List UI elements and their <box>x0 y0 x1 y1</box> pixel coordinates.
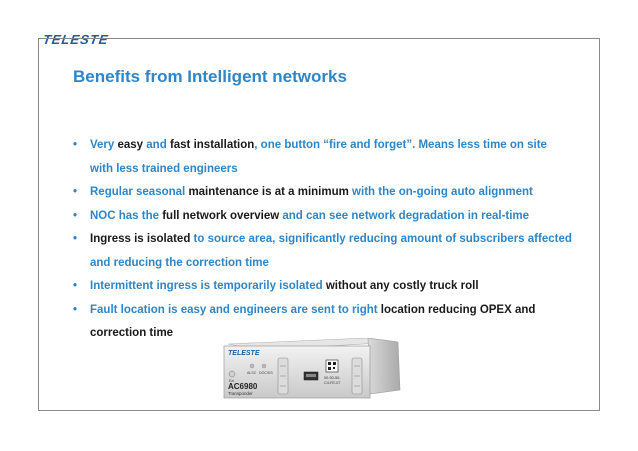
bullet-text-segment: and can see network degradation in real-time <box>279 209 530 222</box>
mac-line-1: 00-90-50- <box>324 376 341 380</box>
bullet-text-segment: full network overview <box>162 209 280 222</box>
bullet-text-segment: maintenance is at a minimum <box>188 186 349 198</box>
led-label-alsc: ALSC <box>247 371 257 375</box>
led-label-docsis: DOCSIS <box>259 371 273 375</box>
bullet-text-segment: easy <box>117 139 144 151</box>
bullet-list <box>73 134 573 346</box>
bullet-item <box>73 275 573 299</box>
ext-label: Ext <box>229 379 235 383</box>
bullet-text-segment: with the on-going auto alignment <box>348 186 533 198</box>
bullet-dot: • <box>73 209 78 222</box>
teleste-logo: TELESTE <box>41 32 110 47</box>
bullet-dot: • <box>73 139 78 151</box>
bullet-dot: • <box>73 303 78 316</box>
bullet-text-segment: Very <box>90 139 118 151</box>
device-brand-text: TELESTE <box>228 350 260 357</box>
bullet-item <box>73 205 573 229</box>
bullet-text-segment: Regular seasonal <box>90 186 189 198</box>
bullet-item <box>73 134 573 181</box>
bullet-text-segment: to source area, significantly reducing amount of subscribers affected and reducing the correction time <box>90 233 572 269</box>
bullet-dot: • <box>73 280 78 292</box>
bullet-text-segment: , one button “fire and forget”. Means less time on site with less trained engineers <box>90 139 547 175</box>
bullet-text-segment: and <box>143 139 170 151</box>
bullet-text-segment: Intermittent ingress is temporarily isolated <box>90 280 323 292</box>
device-model-text: AC6980 <box>228 382 258 391</box>
bullet-text-segment: NOC has the <box>90 209 163 222</box>
bullet-text-segment: without any costly truck roll <box>322 280 479 292</box>
bullet-item <box>73 181 573 205</box>
slide-title: Benefits from Intelligent networks <box>73 67 347 86</box>
bullet-dot: • <box>73 186 78 198</box>
bullet-text-segment: Ingress is isolated <box>90 233 191 245</box>
bullet-text-segment: location reducing OPEX and correction time <box>90 303 536 339</box>
bullet-text-segment: fast installation <box>169 139 255 151</box>
transponder-device-image <box>218 338 402 400</box>
bullet-dot: • <box>73 233 78 245</box>
bullet-text-segment: Fault location is easy and engineers are sent to right <box>90 303 381 316</box>
mac-line-2: C4-FE-07 <box>324 381 341 385</box>
bullet-item <box>73 228 573 275</box>
device-subtitle-text: Transponder <box>228 391 253 396</box>
